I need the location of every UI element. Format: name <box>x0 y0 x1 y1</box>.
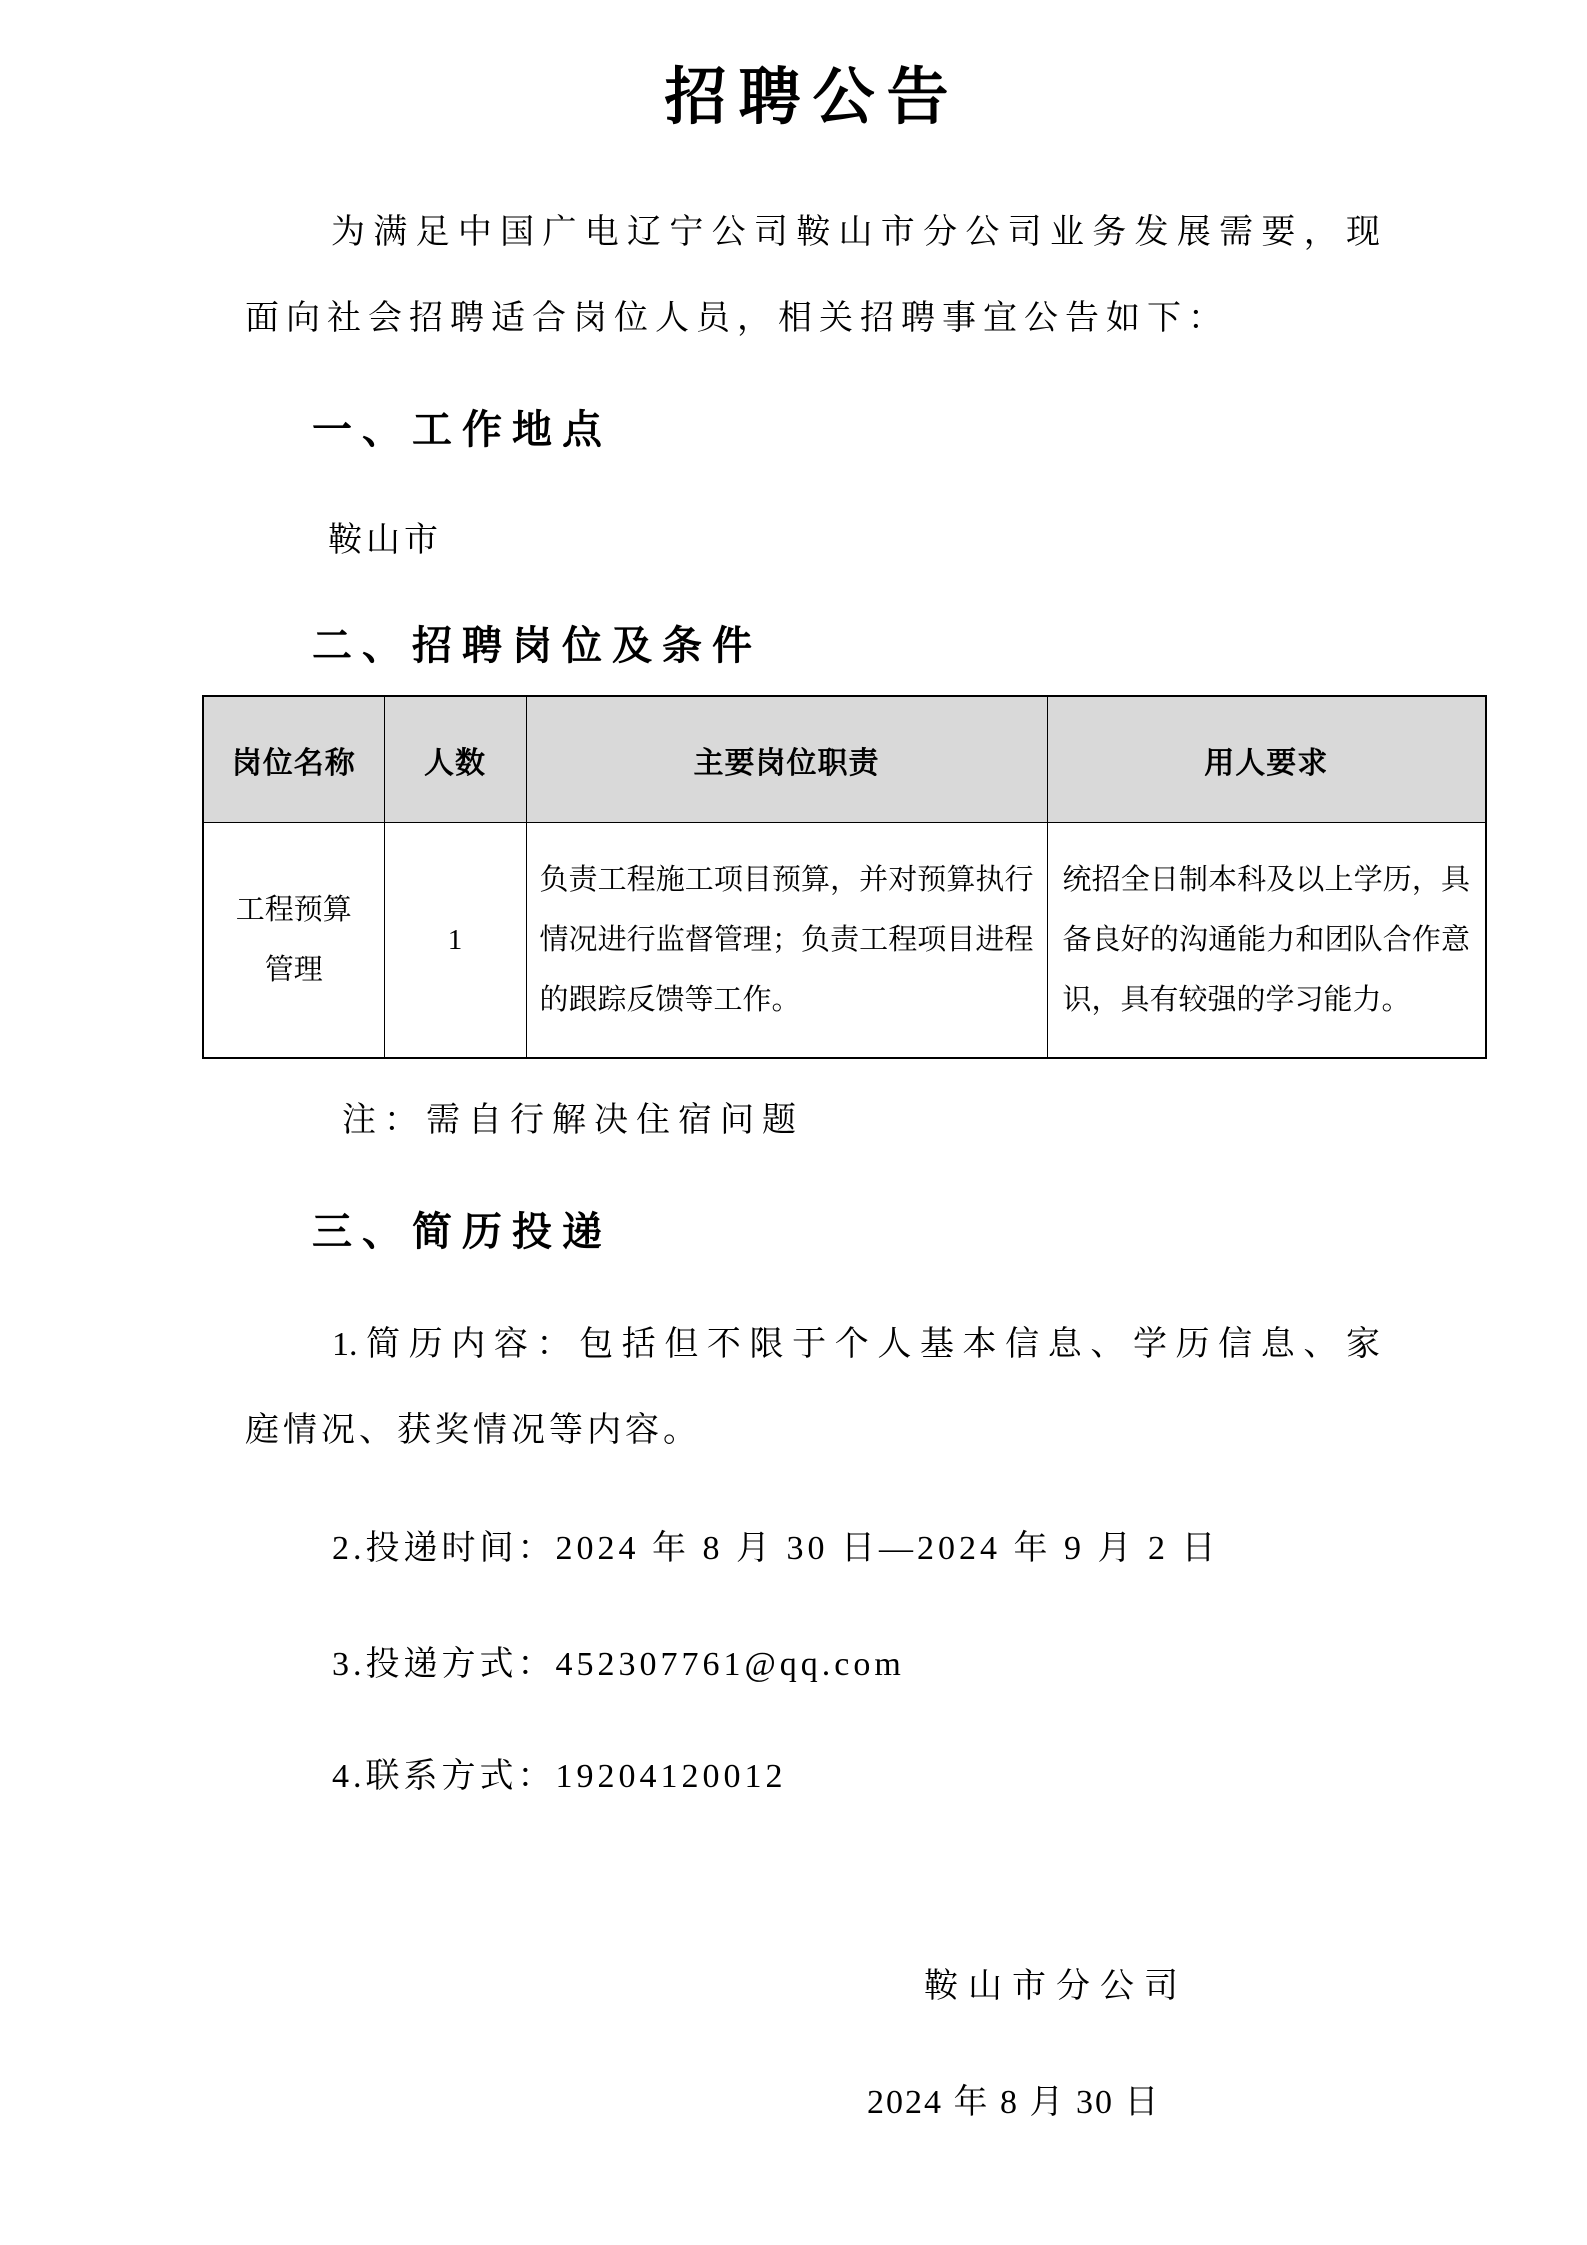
note-text: 注：需自行解决住宿问题 <box>342 1102 804 1139</box>
resume-item-2-submission-period: 2.投递时间：2024 年 8 月 30 日—2024 年 9 月 2 日 <box>332 1530 1220 1567</box>
column-header-position-name: 岗位名称 <box>203 696 384 823</box>
resume-item-1-line-1: 1.简历内容：包括但不限于个人基本信息、学历信息、家 <box>332 1326 1380 1363</box>
intro-paragraph-line-2: 面向社会招聘适合岗位人员，相关招聘事宜公告如下： <box>245 300 1229 337</box>
table-row <box>203 823 1486 1059</box>
signature-company: 鞍山市分公司 <box>924 1968 1188 2005</box>
intro-paragraph-line-1: 为满足中国广电辽宁公司鞍山市分公司业务发展需要，现 <box>331 214 1380 251</box>
cell-requirements: 统招全日制本科及以上学历，具备良好的沟通能力和团队合作意识，具有较强的学习能力。 <box>1047 823 1486 1059</box>
resume-item-1-line-2: 庭情况、获奖情况等内容。 <box>245 1412 701 1449</box>
position-name-text: 工程预算管理 <box>235 894 352 986</box>
resume-item-3-submission-email: 3.投递方式：452307761@qq.com <box>332 1646 905 1683</box>
section-heading-positions: 二、招聘岗位及条件 <box>312 624 762 668</box>
section-heading-resume-submission: 三、简历投递 <box>312 1210 612 1254</box>
cell-position-name <box>203 823 384 1059</box>
positions-table <box>202 695 1487 1059</box>
page-title: 招聘公告 <box>664 64 961 132</box>
work-location-text: 鞍山市 <box>328 522 442 559</box>
section-heading-work-location: 一、工作地点 <box>312 408 612 452</box>
signature-date: 2024 年 8 月 30 日 <box>867 2084 1161 2121</box>
resume-item-4-contact-phone: 4.联系方式：19204120012 <box>332 1758 787 1795</box>
column-header-requirements: 用人要求 <box>1047 696 1486 823</box>
column-header-headcount: 人数 <box>384 696 526 823</box>
table-header-row <box>203 696 1486 823</box>
cell-duties: 负责工程施工项目预算，并对预算执行情况进行监督管理；负责工程项目进程的跟踪反馈等工作。 <box>526 823 1047 1059</box>
cell-headcount: 1 <box>384 823 526 1059</box>
column-header-duties: 主要岗位职责 <box>526 696 1047 823</box>
